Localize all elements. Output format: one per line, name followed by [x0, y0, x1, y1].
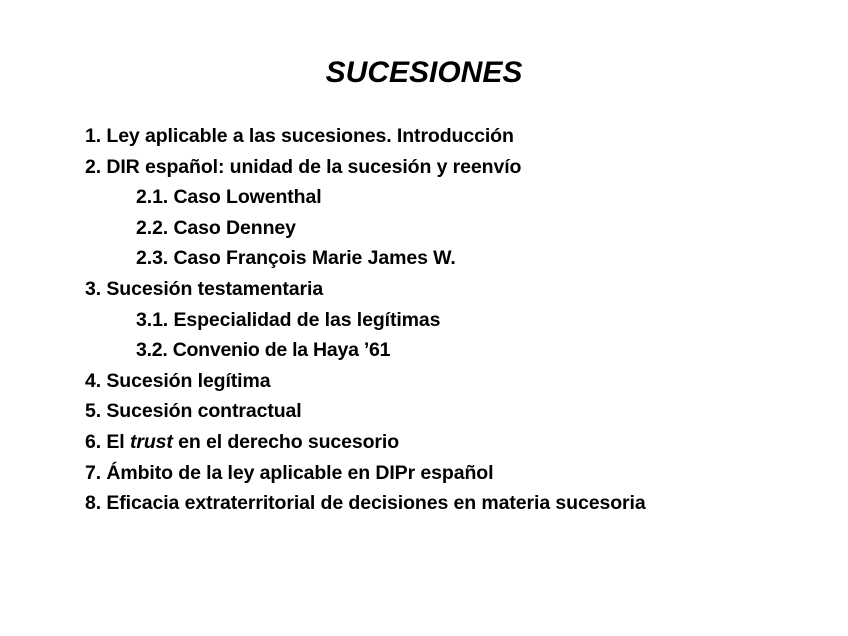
subtopic-2-2-item: 2.2. Caso Denney	[136, 216, 296, 239]
topic-3-item: 3. Sucesión testamentaria	[85, 277, 324, 300]
topic-6-emphasis: trust	[129, 430, 173, 453]
subtopic-3-2-item: 3.2. Convenio de la Haya ’61	[136, 339, 391, 362]
subtopic-3-1-item: 3.1. Especialidad de las legítimas	[136, 308, 441, 331]
slide-title: SUCESIONES	[325, 56, 523, 89]
topic-1-item: 1. Ley aplicable a las sucesiones. Introducción	[85, 125, 514, 147]
subtopic-2-3-item: 2.3. Caso François Marie James W.	[136, 247, 456, 270]
topic-2-item: 2. DIR español: unidad de la sucesión y reenvío	[85, 155, 522, 178]
topic-5-item: 5. Sucesión contractual	[85, 400, 302, 423]
topic-7-item: 7. Ámbito de la ley aplicable en DIPr español	[85, 461, 494, 484]
topic-6-item	[85, 427, 646, 458]
topic-8-item: 8. Eficacia extraterritorial de decisiones en materia sucesoria	[85, 492, 646, 515]
subtopic-2-1-item: 2.1. Caso Lowenthal	[136, 186, 322, 209]
topic-6-prefix: 6. El	[85, 430, 130, 453]
topics-list	[85, 121, 646, 519]
topic-6-suffix: en el derecho sucesorio	[172, 430, 400, 453]
topic-4-item: 4. Sucesión legítima	[85, 369, 271, 392]
